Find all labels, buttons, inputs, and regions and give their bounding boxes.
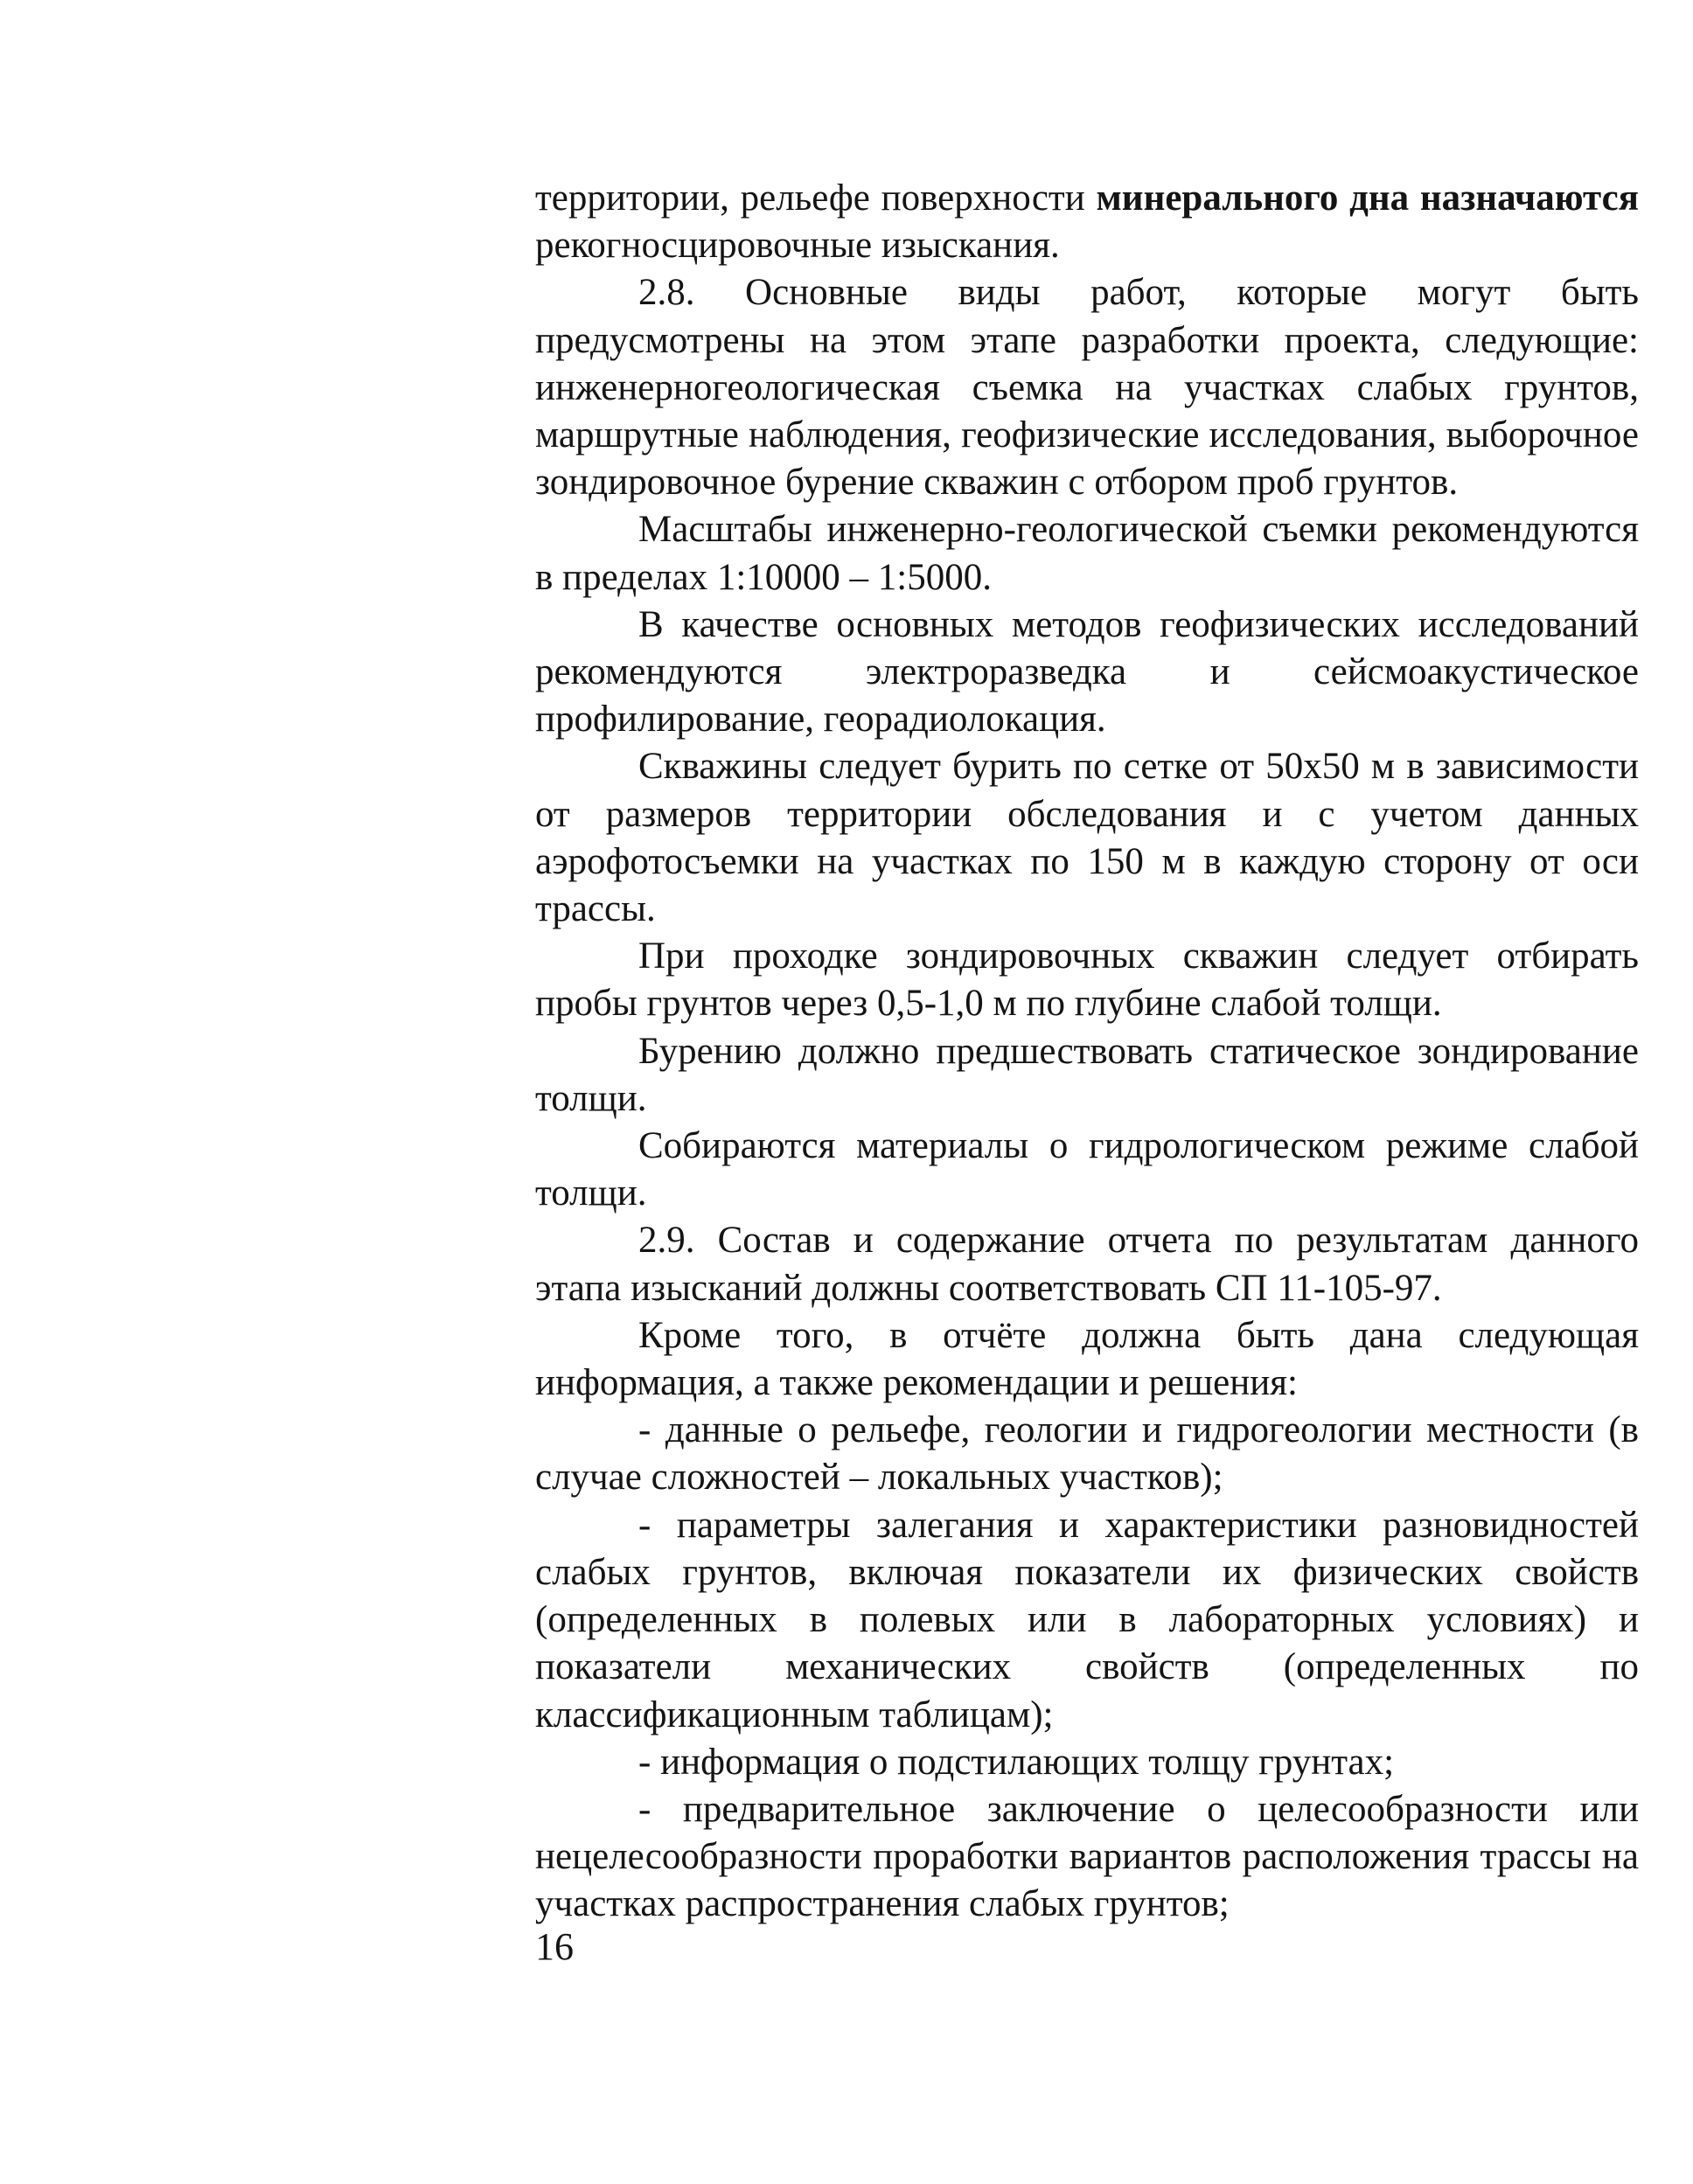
paragraph-2-8-work-types: 2.8. Основные виды работ, которые могут быть предусмотрены на этом этапе разработки проекта, следующие: инженерногеологическая съемка на участках слабых грунтов, маршрутные наблюдения, геофизические исследования, выборочное зондировочное бурение скважин с отбором проб грунтов. bbox=[535, 272, 1639, 504]
list-item-relief-data: - данные о рельефе, геологии и гидрогеологии местности (в случае сложностей – локальных участков); bbox=[535, 1409, 1639, 1499]
paragraph-lead-text: территории, рельефе поверхности bbox=[535, 177, 1097, 219]
paragraph-2-9-report-content: 2.9. Состав и содержание отчета по результатам данного этапа изысканий должны соответствовать СП 11-105-97. bbox=[535, 1220, 1639, 1309]
paragraph-continuation bbox=[535, 175, 1639, 269]
list-item-weak-soil-parameters: - параметры залегания и характеристики разновидностей слабых грунтов, включая показатели их физических свойств (определенных в полевых или в лабораторных условиях) и показатели механических свойств (определенных по классификационным таблицам); bbox=[535, 1504, 1639, 1735]
paragraph-survey-scales: Масштабы инженерно-геологической съемки рекомендуются в пределах 1:10000 – 1:5000. bbox=[535, 509, 1639, 598]
paragraph-hydrological-regime: Собираются материалы о гидрологическом режиме слабой толщи. bbox=[535, 1125, 1639, 1214]
page-text-body bbox=[535, 175, 1639, 1929]
paragraph-bold-text: минерального дна назначаются bbox=[1096, 177, 1639, 219]
paragraph-report-additional-info: Кроме того, в отчёте должна быть дана следующая информация, а также рекомендации и решения: bbox=[535, 1314, 1639, 1404]
paragraph-static-sounding: Бурению должно предшествовать статическое зондирование толщи. bbox=[535, 1030, 1639, 1119]
paragraph-geophysical-methods: В качестве основных методов геофизических исследований рекомендуются электроразведка и сейсмоакустическое профилирование, георадиолокация. bbox=[535, 603, 1639, 741]
page-number: 16 bbox=[535, 1925, 574, 1968]
paragraph-tail-text: рекогносцировочные изыскания. bbox=[535, 225, 1060, 267]
paragraph-borehole-grid: Скважины следует бурить по сетке от 50х50 м в зависимости от размеров территории обследования и с учетом данных аэрофотосъемки на участках по 150 м в каждую сторону от оси трассы. bbox=[535, 746, 1639, 930]
list-item-preliminary-conclusion: - предварительное заключение о целесообразности или нецелесообразности проработки вариантов расположения трассы на участках распространения слабых грунтов; bbox=[535, 1788, 1639, 1925]
paragraph-soil-sampling: При проходке зондировочных скважин следует отбирать пробы грунтов через 0,5-1,0 м по глубине слабой толщи. bbox=[535, 936, 1639, 1025]
list-item-underlying-soils: - информация о подстилающих толщу грунтах; bbox=[638, 1741, 1395, 1783]
